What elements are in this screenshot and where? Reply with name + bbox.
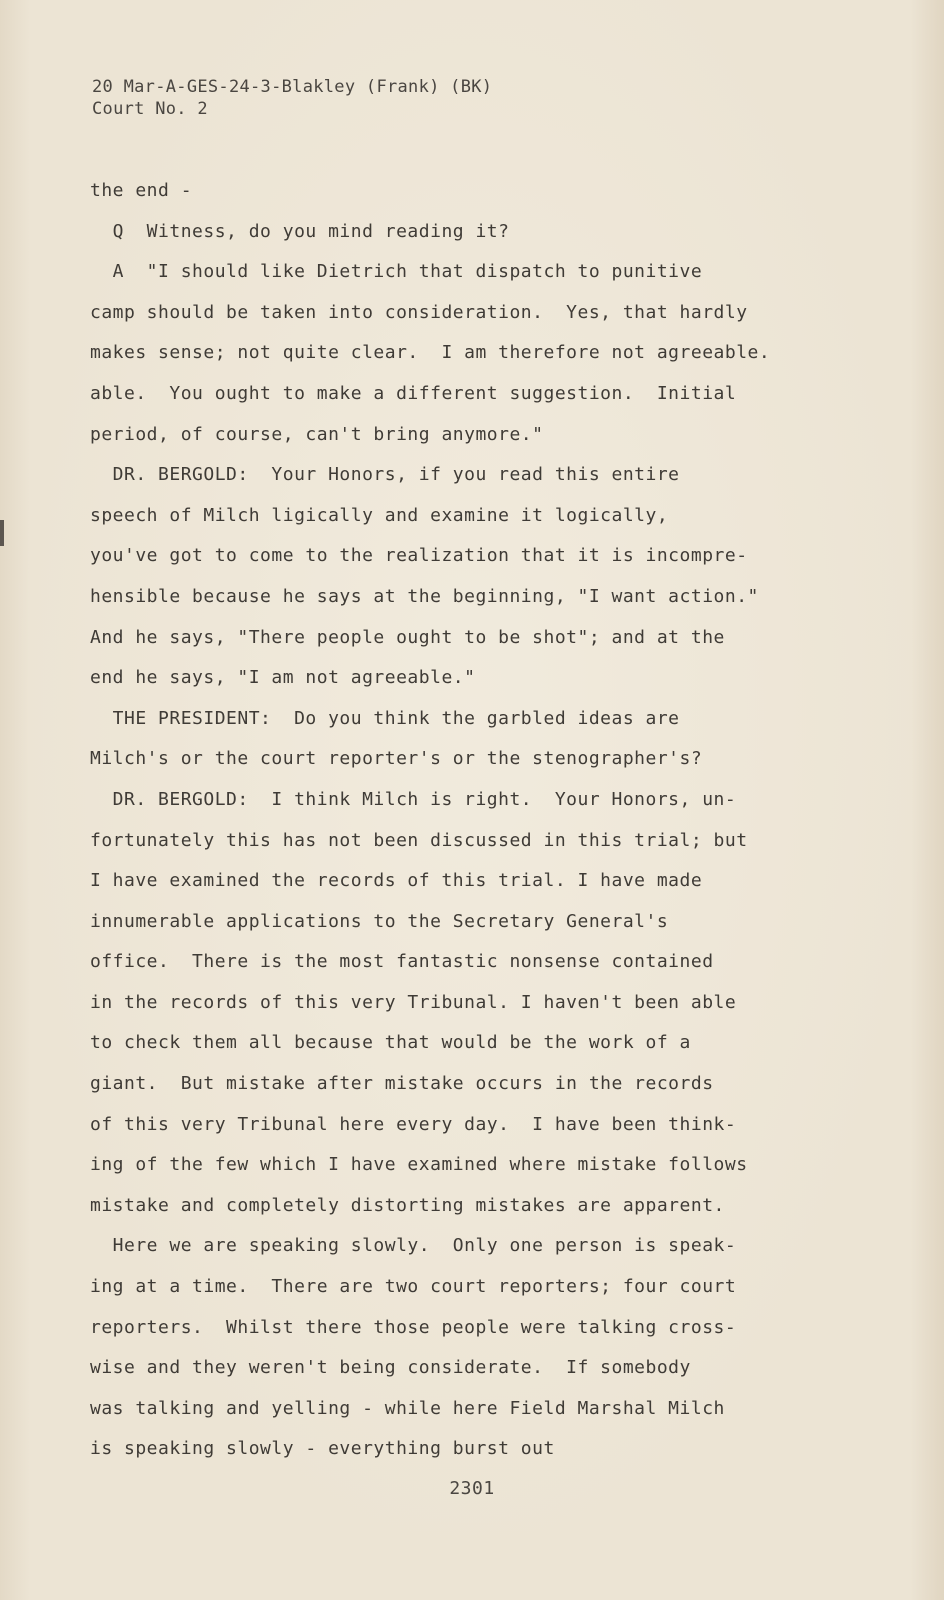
header-court: Court No. 2 [92,99,208,119]
margin-mark [0,520,4,546]
text-line: Here we are speaking slowly. Only one person is speak- [90,1235,737,1257]
text-line: mistake and completely distorting mistakes are apparent. [90,1194,725,1216]
text-line: DR. BERGOLD: Your Honors, if you read this entire [90,464,680,486]
text-line: speech of Milch ligically and examine it logically, [90,504,669,526]
text-line: giant. But mistake after mistake occurs in the records [90,1073,714,1095]
text-line: DR. BERGOLD: I think Milch is right. Your Honors, un- [90,788,737,810]
text-line: Milch's or the court reporter's or the stenographer's? [90,748,703,770]
text-line: ing at a time. There are two court reporters; four court [90,1276,737,1298]
text-line: was talking and yelling - while here Field Marshal Milch [90,1397,725,1419]
text-line: camp should be taken into consideration. Yes, that hardly [90,301,748,323]
text-line: makes sense; not quite clear. I am therefore not agreeable. [90,342,771,364]
text-line: hensible because he says at the beginning, "I want action." [90,585,759,607]
text-line: is speaking slowly - everything burst out [90,1438,555,1460]
page-number: 2301 [449,1478,495,1499]
text-line: able. You ought to make a different suggestion. Initial [90,382,737,404]
text-line: office. There is the most fantastic nonsense contained [90,951,714,973]
text-line: the end - [90,180,193,201]
text-line: THE PRESIDENT: Do you think the garbled ideas are [90,707,680,729]
text-line: A "I should like Dietrich that dispatch to punitive [90,261,703,283]
text-line: wise and they weren't being considerate. If somebody [90,1357,691,1379]
text-line: fortunately this has not been discussed in this trial; but [90,829,748,851]
text-line: I have examined the records of this trial. I have made [90,870,703,892]
text-line: you've got to come to the realization that it is incompre- [90,545,748,567]
text-line: to check them all because that would be the work of a [90,1032,691,1054]
document-header [92,76,492,120]
text-line: ing of the few which I have examined where mistake follows [90,1154,748,1176]
transcript-body [90,178,850,1477]
text-line: end he says, "I am not agreeable." [90,667,476,689]
text-line: in the records of this very Tribunal. I haven't been able [90,991,737,1013]
header-reference: 20 Mar-A-GES-24-3-Blakley (Frank) (BK) [92,77,493,97]
text-line: reporters. Whilst there those people were talking cross- [90,1316,737,1338]
text-line: And he says, "There people ought to be shot"; and at the [90,626,725,648]
text-line: Q Witness, do you mind reading it? [90,220,510,242]
text-line: innumerable applications to the Secretary General's [90,910,669,932]
text-line: of this very Tribunal here every day. I have been think- [90,1113,737,1135]
text-line: period, of course, can't bring anymore." [90,423,544,445]
